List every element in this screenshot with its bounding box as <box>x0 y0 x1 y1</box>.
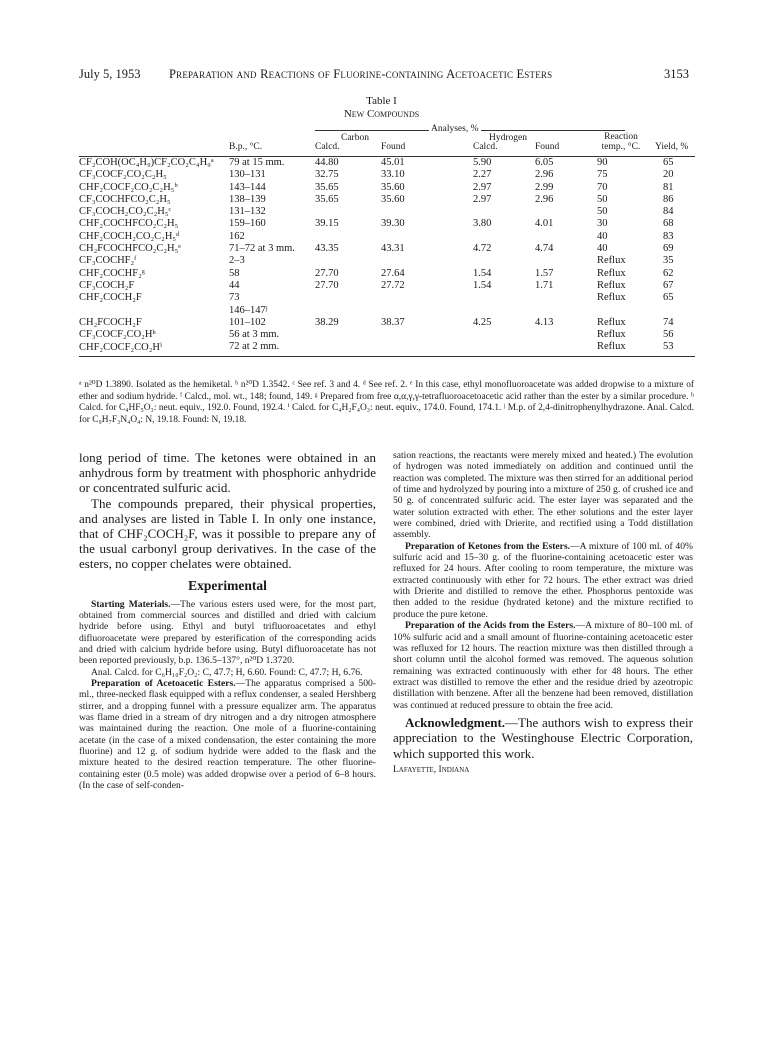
cell-yield: 53 <box>663 341 674 353</box>
cell-compound: CHF₂COCF₂CO₂C₂H₅ᵇ <box>79 181 178 193</box>
page-number: 3153 <box>664 67 689 81</box>
cell-yield: 65 <box>663 292 674 304</box>
paragraph-text: —The authors wish to express their appreciation to the Westinghouse Electric Corporation, which supported this work. <box>393 714 693 761</box>
table-row <box>79 341 695 353</box>
cell-temp: Reflux <box>597 279 626 291</box>
cell-c-found: 27.64 <box>381 267 405 279</box>
run-in-heading: Starting Materials. <box>91 598 171 610</box>
cell-compound: CF₃COCHFCO₂C₂H₅ <box>79 193 171 205</box>
cell-bp: 143–144 <box>229 181 266 193</box>
cell-yield: 68 <box>663 218 674 230</box>
left-column <box>79 450 376 791</box>
cell-c-calcd: 32.75 <box>315 169 339 181</box>
cell-compound: CF₃COCF₂CO₂C₂H₅ <box>79 169 167 181</box>
cell-bp: 58 <box>229 267 240 279</box>
cell-c-calcd: 44.80 <box>315 157 339 168</box>
cell-h-calcd: 1.54 <box>473 279 492 291</box>
table-row <box>79 194 695 206</box>
cell-bp: 101–102 <box>229 316 266 328</box>
cell-yield: 69 <box>663 243 674 255</box>
cell-h-calcd: 3.80 <box>473 218 492 230</box>
cell-temp: 40 <box>597 243 608 255</box>
cell-compound: CF₃COCH₂CO₂C₂H₅ᶜ <box>79 206 172 218</box>
table-row <box>79 206 695 218</box>
cell-h-calcd: 4.25 <box>473 316 492 328</box>
cell-h-found: 1.57 <box>535 267 554 279</box>
cell-c-found: 39.30 <box>381 218 405 230</box>
section-heading: Experimental <box>188 577 267 593</box>
running-header <box>79 67 689 83</box>
cell-yield: 84 <box>663 206 674 218</box>
h-found-heading: Found <box>535 142 560 152</box>
table-row <box>79 218 695 230</box>
cell-temp: 75 <box>597 169 608 181</box>
table-row <box>79 317 695 329</box>
body-paragraph: long period of time. The ketones were obtained in an anhydrous form by treatment with phosphoric anhydride or concentrated sulfuric acid. <box>79 450 376 496</box>
cell-temp: 50 <box>597 193 608 205</box>
paragraph-text: —A mixture of 100 ml. of 40% sulfuric acid and 15–30 g. of the fluorine-containing acetoacetic ester was refluxed for 24 hours. After cooling to room temperature, the mixture was extracted continuously with ether for 72 hours. The ether extract was dried with Drierite and distilled to remove the ether. Phosphorus pentoxide was then added to the residue (hydrated ketone) and the mixture rectified to produce the pure ketone. <box>393 540 693 620</box>
yield-heading: Yield, % <box>655 142 689 152</box>
cell-compound: CF₃COCF₂CO₂Hʰ <box>79 329 156 341</box>
cell-temp: 90 <box>597 157 608 168</box>
cell-compound: CF₃COCHF₂ᶠ <box>79 255 137 267</box>
cell-bp-second: 146–147ʲ <box>229 304 268 316</box>
cell-c-found: 38.37 <box>381 316 405 328</box>
cell-yield: 35 <box>663 255 674 267</box>
cell-h-found: 2.96 <box>535 193 554 205</box>
carbon-heading: Carbon <box>341 133 369 143</box>
cell-c-found: 35.60 <box>381 193 405 205</box>
cell-h-found: 1.71 <box>535 279 554 291</box>
cell-yield: 67 <box>663 279 674 291</box>
cell-h-calcd: 2.97 <box>473 181 492 193</box>
cell-c-calcd: 39.15 <box>315 218 339 230</box>
cell-bp: 138–139 <box>229 193 266 205</box>
cell-yield: 20 <box>663 169 674 181</box>
cell-temp: Reflux <box>597 341 626 353</box>
paragraph-text: —The various esters used were, for the most part, obtained from commercial sources and distilled and dried with calcium hydride before using. Ethyl and butyl trifluoroacetates and ethyl difluoroacetate were prepared by esterification of the corresponding acids and dried with calcium hydride before using. Butyl difluoroacetate has not been reported previously, b.p. 136.5–137°, n²⁰D 1.3720. <box>79 598 376 667</box>
ketones-paragraph <box>393 541 693 620</box>
table-row <box>79 243 695 255</box>
cell-h-found: 4.01 <box>535 218 554 230</box>
preparation-paragraph <box>79 678 376 791</box>
cell-compound: CHF₂COCHFCO₂C₂H₅ <box>79 218 179 230</box>
table-row <box>79 169 695 181</box>
paragraph-text: —The apparatus comprised a 500-ml., three-necked flask equipped with a reflux condenser, a sealed Hershberg stirrer, and a dropping funnel with a pressure equalizer arm. The apparatus was flame dried in a stream of dry nitrogen and a dry nitrogen atmosphere was maintained during the reaction. One mole of a fluorine-containing acetate (in the case of a mixed condensation, the ester containing the more fluorine) and 12 g. of sodium hydride were added to the flask and the mixture heated to the desired reaction temperature. The other fluorine-containing ester (0.5 mole) was added dropwise over a period of 6–8 hours. (In the case of self-conden- <box>79 678 377 792</box>
cell-yield: 86 <box>663 193 674 205</box>
cell-compound: CF₃COCH₂F <box>79 279 135 291</box>
cell-c-found: 33.10 <box>381 169 405 181</box>
cell-yield: 62 <box>663 267 674 279</box>
cell-yield: 65 <box>663 157 674 168</box>
acknowledgment-paragraph <box>393 715 693 761</box>
cell-compound: CH₂FCOCH₂F <box>79 316 142 328</box>
table-row <box>79 182 695 194</box>
cell-h-found: 2.99 <box>535 181 554 193</box>
cell-c-found: 35.60 <box>381 181 405 193</box>
cell-yield: 81 <box>663 181 674 193</box>
body-paragraph: sation reactions, the reactants were merely mixed and heated.) The evolution of hydrogen was noted immediately on addition and continued until the reaction was completed. The mixture was then stirred for an additional period of time and hydrolyzed by pouring into a mixture of 250 g. of crushed ice and 50 g. of concentrated sulfuric acid. The ester layer was separated and the water solution extracted with ether. The ether solutions and the ester layer were combined, dried with Drierite, and rectified using a Todd distillation assembly. <box>393 450 693 541</box>
cell-temp: 50 <box>597 206 608 218</box>
cell-temp: Reflux <box>597 267 626 279</box>
table-row <box>79 255 695 267</box>
cell-h-found: 2.96 <box>535 169 554 181</box>
cell-compound: CHF₂COCH₂F <box>79 292 142 304</box>
cell-bp: 162 <box>229 230 245 242</box>
cell-yield: 83 <box>663 230 674 242</box>
cell-bp: 130–131 <box>229 169 266 181</box>
right-column <box>393 450 693 775</box>
cell-c-calcd: 27.70 <box>315 279 339 291</box>
cell-c-found: 45.01 <box>381 157 405 168</box>
cell-h-calcd: 2.97 <box>473 193 492 205</box>
table-row <box>79 329 695 341</box>
cell-temp: Reflux <box>597 316 626 328</box>
cell-compound: CHF₂COCH₂CO₂C₂H₅ᵈ <box>79 230 180 242</box>
run-in-heading: Preparation of Ketones from the Esters. <box>405 540 571 552</box>
cell-temp: Reflux <box>597 329 626 341</box>
table-row <box>79 231 695 243</box>
cell-h-calcd: 5.90 <box>473 157 492 168</box>
cell-yield: 74 <box>663 316 674 328</box>
analysis-line: Anal. Calcd. for C₆H₁₀F₂O₂: C, 47.7; H, 6.60. Found: C, 47.7; H, 6.76. <box>91 666 363 678</box>
cell-temp: 70 <box>597 181 608 193</box>
table-subcaption: New Compounds <box>343 108 420 120</box>
cell-h-found: 4.13 <box>535 316 554 328</box>
cell-h-calcd: 2.27 <box>473 169 492 181</box>
cell-c-calcd: 35.65 <box>315 181 339 193</box>
body-paragraph: The compounds prepared, their physical properties, and analyses are listed in Table I. In only one instance, that of CHF₂COCH₂F, was it possible to prepare any of the usual carbonyl group derivatives. In the case of the esters, no copper chelates were obtained. <box>79 495 376 572</box>
acids-paragraph <box>393 620 693 711</box>
table-body <box>79 157 695 354</box>
starting-materials-paragraph <box>79 599 376 667</box>
cell-yield: 56 <box>663 329 674 341</box>
cell-c-found: 27.72 <box>381 279 405 291</box>
cell-c-calcd: 35.65 <box>315 193 339 205</box>
cell-h-calcd: 1.54 <box>473 267 492 279</box>
affiliation: Lafayette, Indiana <box>393 765 470 776</box>
cell-c-calcd: 38.29 <box>315 316 339 328</box>
table-caption: Table I <box>366 95 397 107</box>
cell-bp: 72 at 2 mm. <box>229 341 280 353</box>
run-in-heading: Preparation of the Acids from the Esters. <box>405 620 576 632</box>
run-in-heading: Preparation of Acetoacetic Esters. <box>91 678 236 690</box>
bp-heading: B.p., °C. <box>229 142 263 152</box>
run-in-heading: Acknowledgment. <box>405 714 506 730</box>
cell-c-calcd: 27.70 <box>315 267 339 279</box>
hydrogen-heading: Hydrogen <box>489 133 527 143</box>
cell-c-found: 43.31 <box>381 243 405 255</box>
cell-bp: 56 at 3 mm. <box>229 329 280 341</box>
cell-bp: 2–3 <box>229 255 245 267</box>
cell-temp: 30 <box>597 218 608 230</box>
cell-compound: CHF₂COCHF₂ᵍ <box>79 267 145 279</box>
cell-bp: 73 <box>229 292 240 304</box>
table-row <box>79 268 695 280</box>
table-header <box>79 124 695 157</box>
table-row <box>79 280 695 292</box>
header-date: July 5, 1953 <box>79 67 141 81</box>
cell-h-found: 4.74 <box>535 243 554 255</box>
cell-compound: CH₂FCOCHFCO₂C₂H₅ᵉ <box>79 243 181 255</box>
table-row <box>79 292 695 317</box>
cell-temp: 40 <box>597 230 608 242</box>
cell-bp: 131–132 <box>229 206 266 218</box>
table-bottom-rule <box>79 356 695 357</box>
cell-bp: 71–72 at 3 mm. <box>229 243 295 255</box>
analyses-heading: Analyses, % <box>431 124 479 134</box>
cell-temp: Reflux <box>597 255 626 267</box>
paragraph-text: —A mixture of 80–100 ml. of 10% sulfuric acid and a small amount of fluorine-containing acetoacetic ester was refluxed for 12 hours. The reaction mixture was then distilled through a short column until the alcohol formed was removed. The aqueous solution remaining was extracted continuously with ether for 48 hours. The ether extract was distilled to remove the ether and the residue dried by azeotropic distillation with benzene. After all the benzene had been removed, distillation was continued at reduced pressure to obtain the free acid. <box>393 620 693 711</box>
table-row <box>79 157 695 169</box>
cell-c-calcd: 43.35 <box>315 243 339 255</box>
header-title: Preparation and Reactions of Fluorine-containing Acetoacetic Esters <box>169 67 553 81</box>
cell-bp: 159–160 <box>229 218 266 230</box>
table-footnotes: ᵃ n²⁰D 1.3890. Isolated as the hemiketal. ᵇ n²⁰D 1.3542. ᶜ See ref. 3 and 4. ᵈ See ref. 2. ᵉ In this case, ethyl monofluoroacetate was added dropwise to a mixture of ether and sodium hydride. ᶠ Calcd., mol. wt., 148; found, 149. ᵍ Prepared from free α,α,γ,γ-tetrafluoroacetoacetic acid rather than the ester by a similar procedure. ʰ Calcd. for C₄HF₅O₃: neut. equiv., 192.0. Found, 192.4. ⁱ Calcd. for C₄H₂F₄O₃: neut. equiv., 174.0. Found, 174.1. ʲ M.p. of 2,4-dinitrophenylhydrazone. Anal. Calcd. for C₉H₇F₃N₄O₄: N, 19.18. Found: N, 19.18. <box>79 380 694 425</box>
cell-h-found: 6.05 <box>535 157 554 168</box>
cell-compound: CF₂COH(OC₄H₉)CF₂CO₂C₄H₉ᵃ <box>79 157 214 168</box>
cell-h-calcd: 4.72 <box>473 243 492 255</box>
cell-bp: 44 <box>229 279 240 291</box>
reaction-temp-heading: Reaction temp., °C. <box>601 132 641 152</box>
cell-temp: Reflux <box>597 292 626 304</box>
compounds-table <box>79 124 695 357</box>
c-found-heading: Found <box>381 142 406 152</box>
cell-compound: CHF₂COCF₂CO₂Hⁱ <box>79 342 163 354</box>
h-calcd-heading: Calcd. <box>473 142 498 152</box>
cell-bp: 79 at 15 mm. <box>229 157 285 168</box>
c-calcd-heading: Calcd. <box>315 142 340 152</box>
